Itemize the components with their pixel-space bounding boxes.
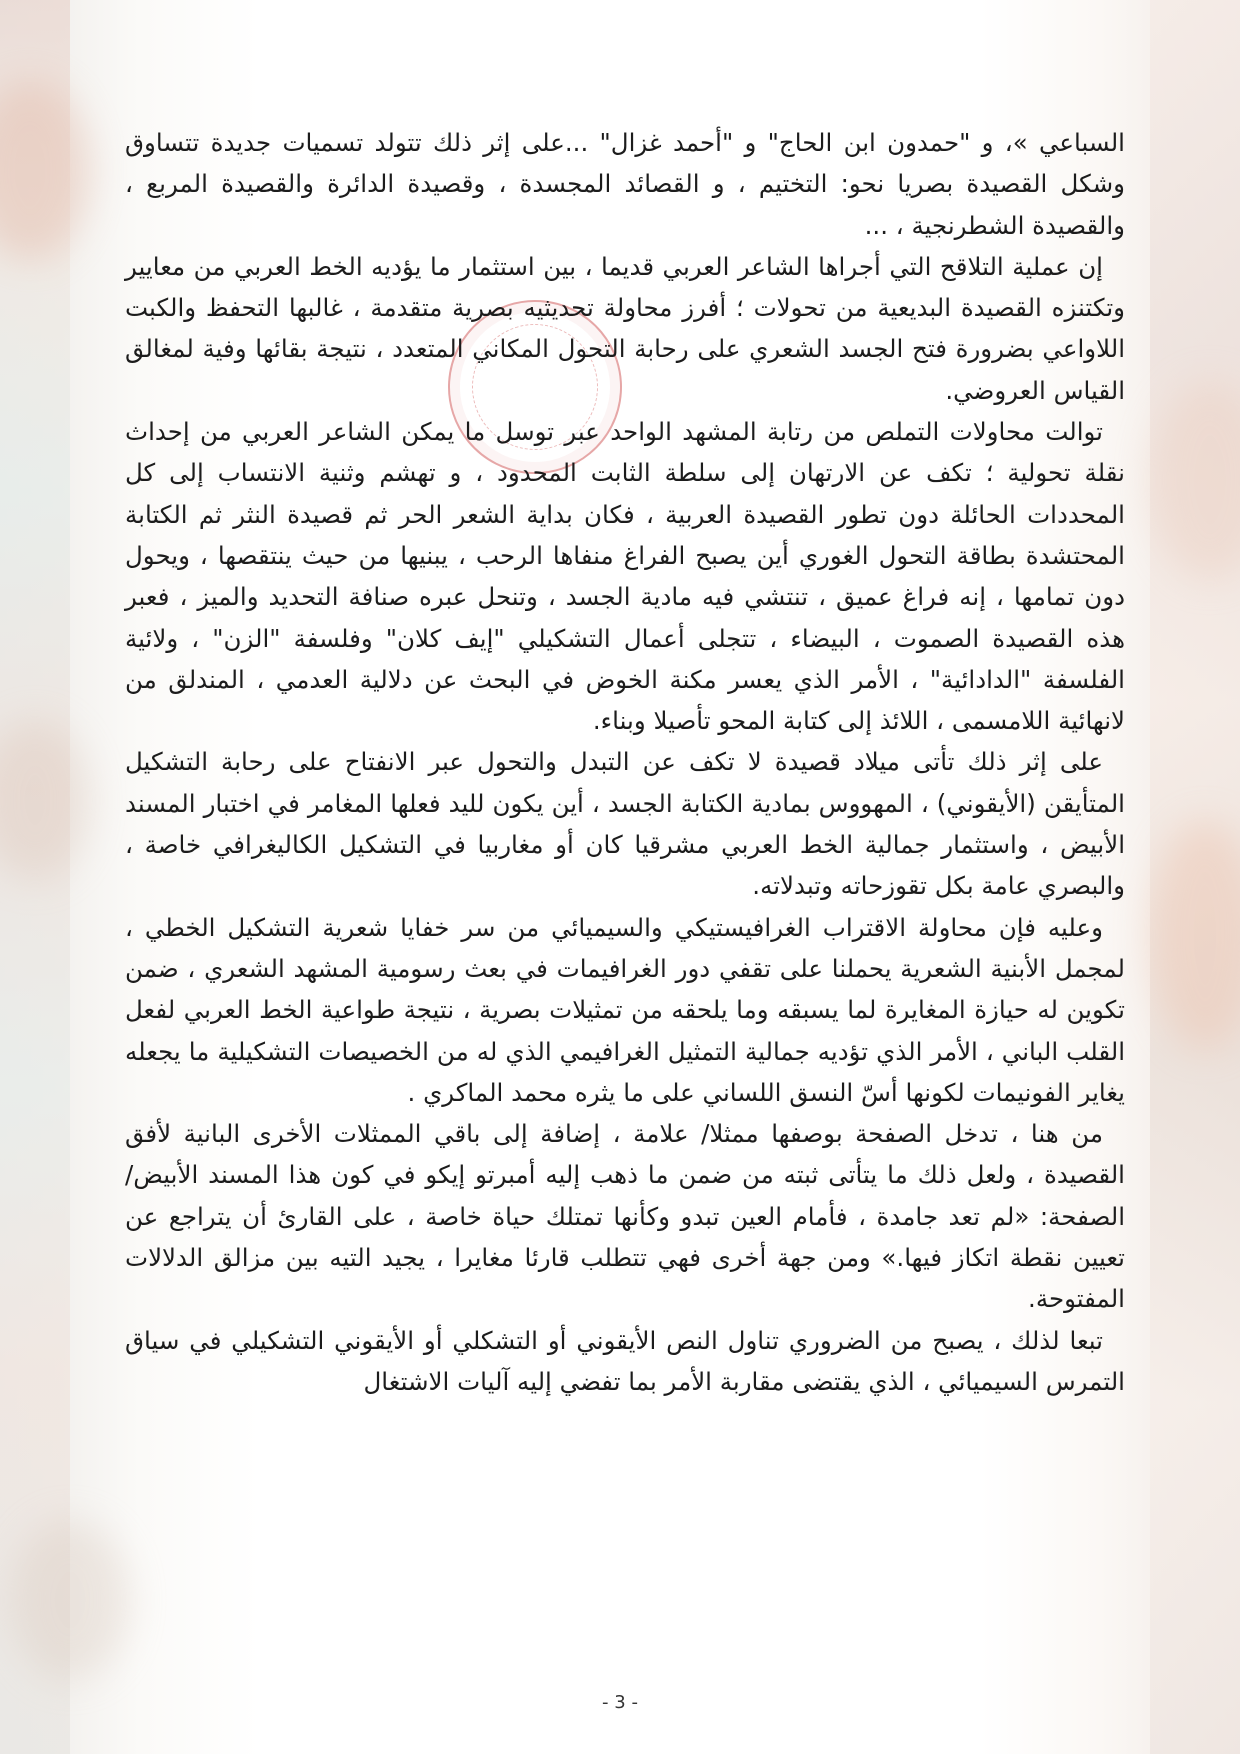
page-number: - 3 - bbox=[602, 1692, 638, 1713]
paragraph: إن عملية التلاقح التي أجراها الشاعر العربي قديما ، بين استثمار ما يؤديه الخط العربي من معايير وتكتنزه القصيدة البديعية من تحولات ؛ أفرز محاولة تحديثيه بصرية متقدمة ، غالبها التحفظ والكبت اللاواعي بضرورة فتح الجسد الشعري على رحابة التحول المكاني المتعدد ، نتيجة بقائها وفية لمغالق القياس العروضي. bbox=[125, 251, 1125, 405]
decorative-watercolor bbox=[10, 1520, 130, 1680]
paragraph: من هنا ، تدخل الصفحة بوصفها ممثلا/ علامة ، إضافة إلى باقي الممثلات الأخرى البانية لأفق القصيدة ، ولعل ذلك ما يتأتى ثبته من ضمن ما ذهب إليه أمبرتو إيكو في كون هذا المسند الأبيض/ الصفحة: «لم تعد جامدة ، فأمام العين تبدو وكأنها تمتلك حياة خاصة ، على القارئ أن يتراجع عن تعيين نقطة اتكاز فيها.» ومن جهة أخرى فهي تتطلب قارئا مغايرا ، يجيد التيه بين مزالق الدلالات المفتوحة. bbox=[125, 1119, 1125, 1314]
decorative-watercolor bbox=[0, 720, 90, 880]
body-text bbox=[125, 122, 1125, 1402]
paragraph: السباعي »، و "حمدون ابن الحاج" و "أحمد غزال" ...على إثر ذلك تتولد تسميات جديدة تتساوق وشكل القصيدة بصريا نحو: التختيم ، و القصائد المجسدة ، وقصيدة الدائرة والقصيدة المربع ، والقصيدة الشطرنجية ، ... bbox=[125, 128, 1125, 240]
paragraph: على إثر ذلك تأتى ميلاد قصيدة لا تكف عن التبدل والتحول عبر الانفتاح على رحابة التشكيل المتأيقن (الأيقوني) ، المهووس بمادية الكتابة الجسد ، أين يكون لليد فعلها المغامر في اختبار المسند الأبيض ، واستثمار جمالية الخط العربي مشرقيا كان أو مغاربيا في التشكيل الكاليغرافي خاصة ، والبصري عامة بكل تقوزحاته وتبدلاته. bbox=[125, 747, 1125, 901]
paragraph: تبعا لذلك ، يصبح من الضروري تناول النص الأيقوني أو التشكلي أو الأيقوني التشكيلي في سياق التمرس السيميائي ، الذي يقتضى مقاربة الأمر بما تفضي إليه آليات الاشتغال bbox=[125, 1325, 1125, 1396]
decorative-watercolor bbox=[0, 80, 90, 260]
paragraph: وعليه فإن محاولة الاقتراب الغرافيستيكي والسيميائي من سر خفايا شعرية التشكيل الخطي ، لمجمل الأبنية الشعرية يحملنا على تقفي دور الغرافيمات في بعث رسومية المشهد الشعري ، ضمن تكوين له حيازة المغايرة لما يسبقه وما يلحقه من تمثيلات بصرية ، نتيجة طواعية الخط العربي لفعل القلب الباني ، الأمر الذي تؤديه جمالية التمثيل الغرافيمي الذي له من الخصيصات التشكيلية ما يجعله يغاير الفونيمات لكونها أسّ النسق اللساني على ما يثره محمد الماكري . bbox=[125, 912, 1125, 1107]
paragraph: توالت محاولات التملص من رتابة المشهد الواحد عبر توسل ما يمكن الشاعر العربي من إحداث نقلة تحولية ؛ تكف عن الارتهان إلى سلطة الثابت المحدود ، و تهشم وثنية الانتساب إلى كل المحددات الحائلة دون تطور القصيدة العربية ، فكان بداية الشعر الحر ثم قصيدة النثر ثم الكتابة المحتشدة بطاقة التحول الغوري أين يصبح الفراغ منفاها الرحب ، يبنيها من حيث ينتقصها ، ويحول دون تمامها ، إنه فراغ عميق ، تنتشي فيه مادية الجسد ، وتنحل عبره صنافة التحديد والميز ، فعبر هذه القصيدة الصموت ، البيضاء ، تتجلى أعمال التشكيلي "إيف كلان" وفلسفة "الزن" ، ولائية الفلسفة "الدادائية" ، الأمر الذي يعسر مكنة الخوض في البحث عن دلالية العدمي ، المندلق من لانهائية اللامسمى ، اللائذ إلى كتابة المحو تأصيلا وبناء. bbox=[125, 417, 1125, 736]
